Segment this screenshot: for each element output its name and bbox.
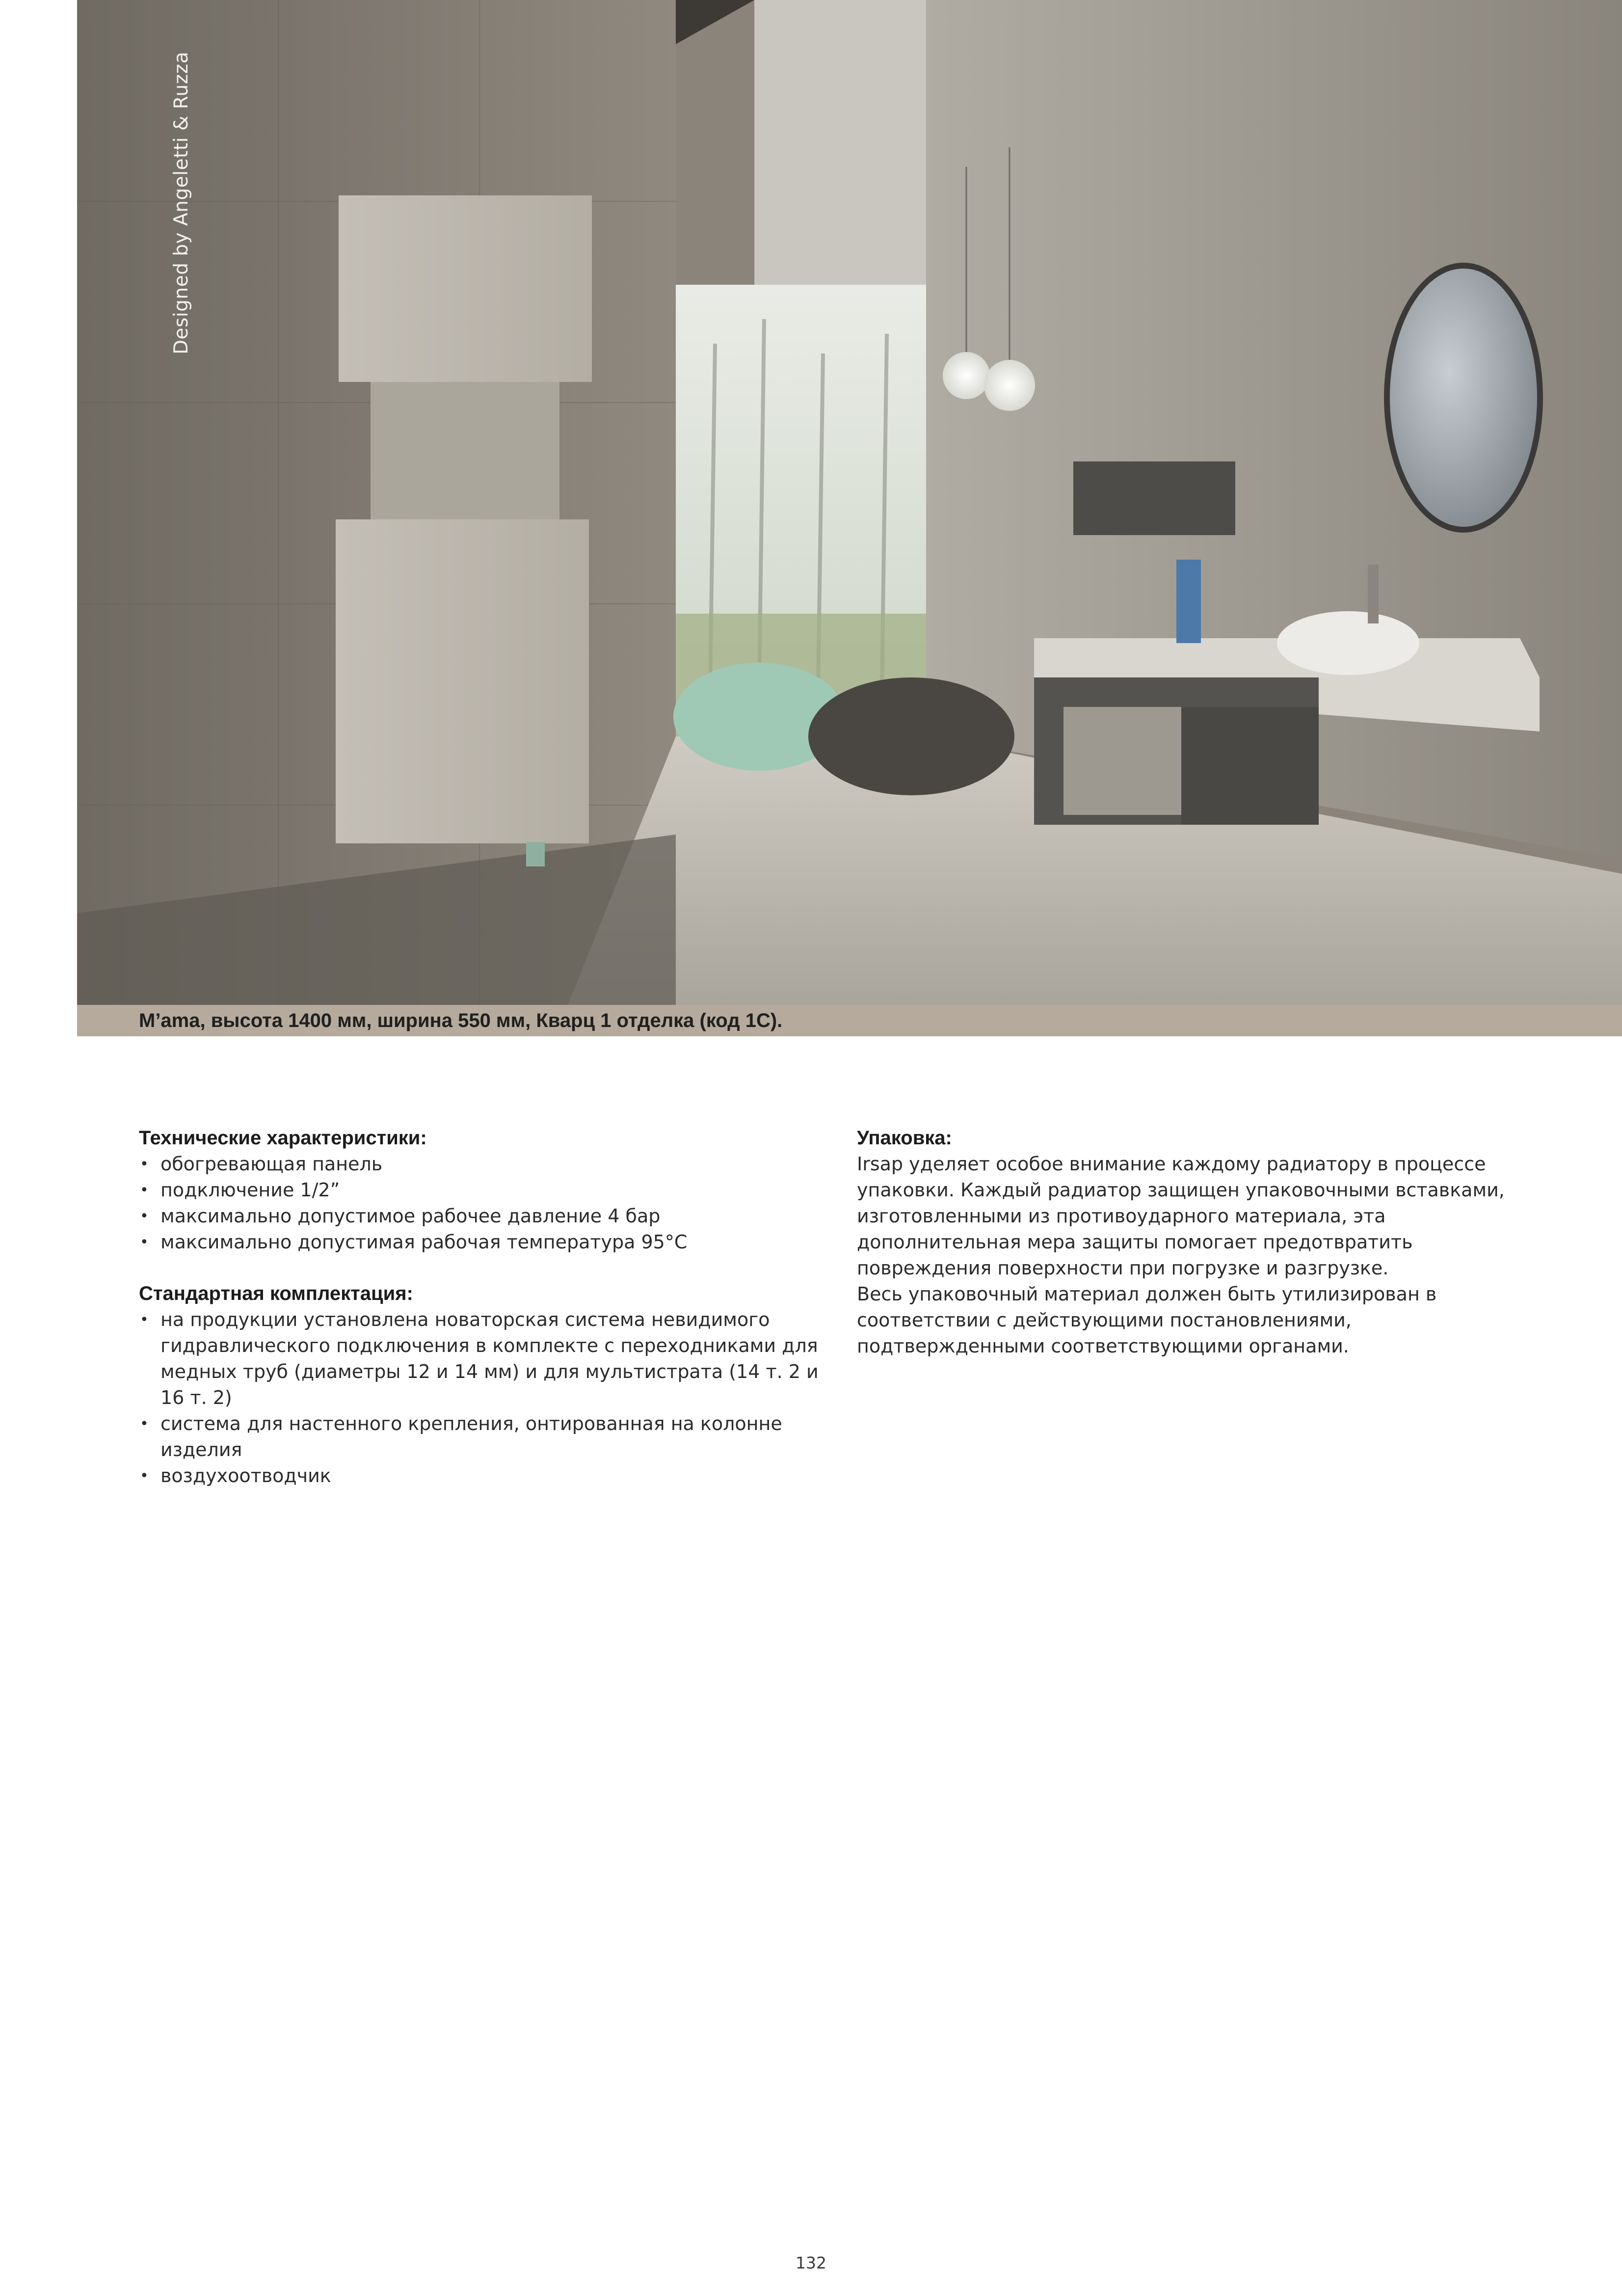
list-item: • на продукции установлена новаторская система невидимого гидравлического подключения в комплекте с переходниками для медных труб (диаметры 12 и 14 мм) и для мультистрата (14 т. 2 и 16 т. 2) bbox=[139, 1307, 821, 1411]
page-number: 132 bbox=[796, 2253, 826, 2272]
tech-specs-title: Технические характеристики: bbox=[139, 1127, 427, 1149]
standard-kit-list bbox=[139, 1307, 821, 1489]
packaging-title: Упаковка: bbox=[857, 1127, 952, 1149]
packaging-paragraph: Irsap уделяет особое внимание каждому радиатору в процессе упаковки. Каждый радиатор защищен упаковочными вставками, изготовленными из противоударного материала, эта дополнительная мера защиты помогает предотвратить повреждения поверхности при погрузке и разгрузке. bbox=[857, 1153, 1505, 1279]
list-item: • подключение 1/2” bbox=[139, 1177, 821, 1203]
list-item: • система для настенного крепления, онтированная на колонне изделия bbox=[139, 1411, 821, 1463]
tech-specs-list bbox=[139, 1151, 821, 1255]
bathroom-scene-illustration bbox=[77, 0, 1622, 1005]
left-column bbox=[139, 1125, 821, 1489]
designer-credit: Designed by Angeletti & Ruzza bbox=[170, 51, 192, 354]
standard-kit-title: Стандартная комплектация: bbox=[139, 1283, 413, 1304]
photo-caption: M’ama, высота 1400 мм, ширина 550 мм, Кварц 1 отделка (код 1C). bbox=[77, 1005, 1622, 1036]
product-photo bbox=[77, 0, 1622, 1005]
list-item: • максимально допустимая рабочая температура 95°C bbox=[139, 1229, 821, 1255]
list-item: • воздухоотводчик bbox=[139, 1463, 821, 1489]
right-column bbox=[857, 1125, 1534, 1359]
list-item: • обогревающая панель bbox=[139, 1151, 821, 1177]
list-item: • максимально допустимое рабочее давление 4 бар bbox=[139, 1203, 821, 1229]
packaging-paragraph: Весь упаковочный материал должен быть утилизирован в соответствии с действующими постановлениями, подтвержденными соответствующими органами. bbox=[857, 1283, 1437, 1357]
